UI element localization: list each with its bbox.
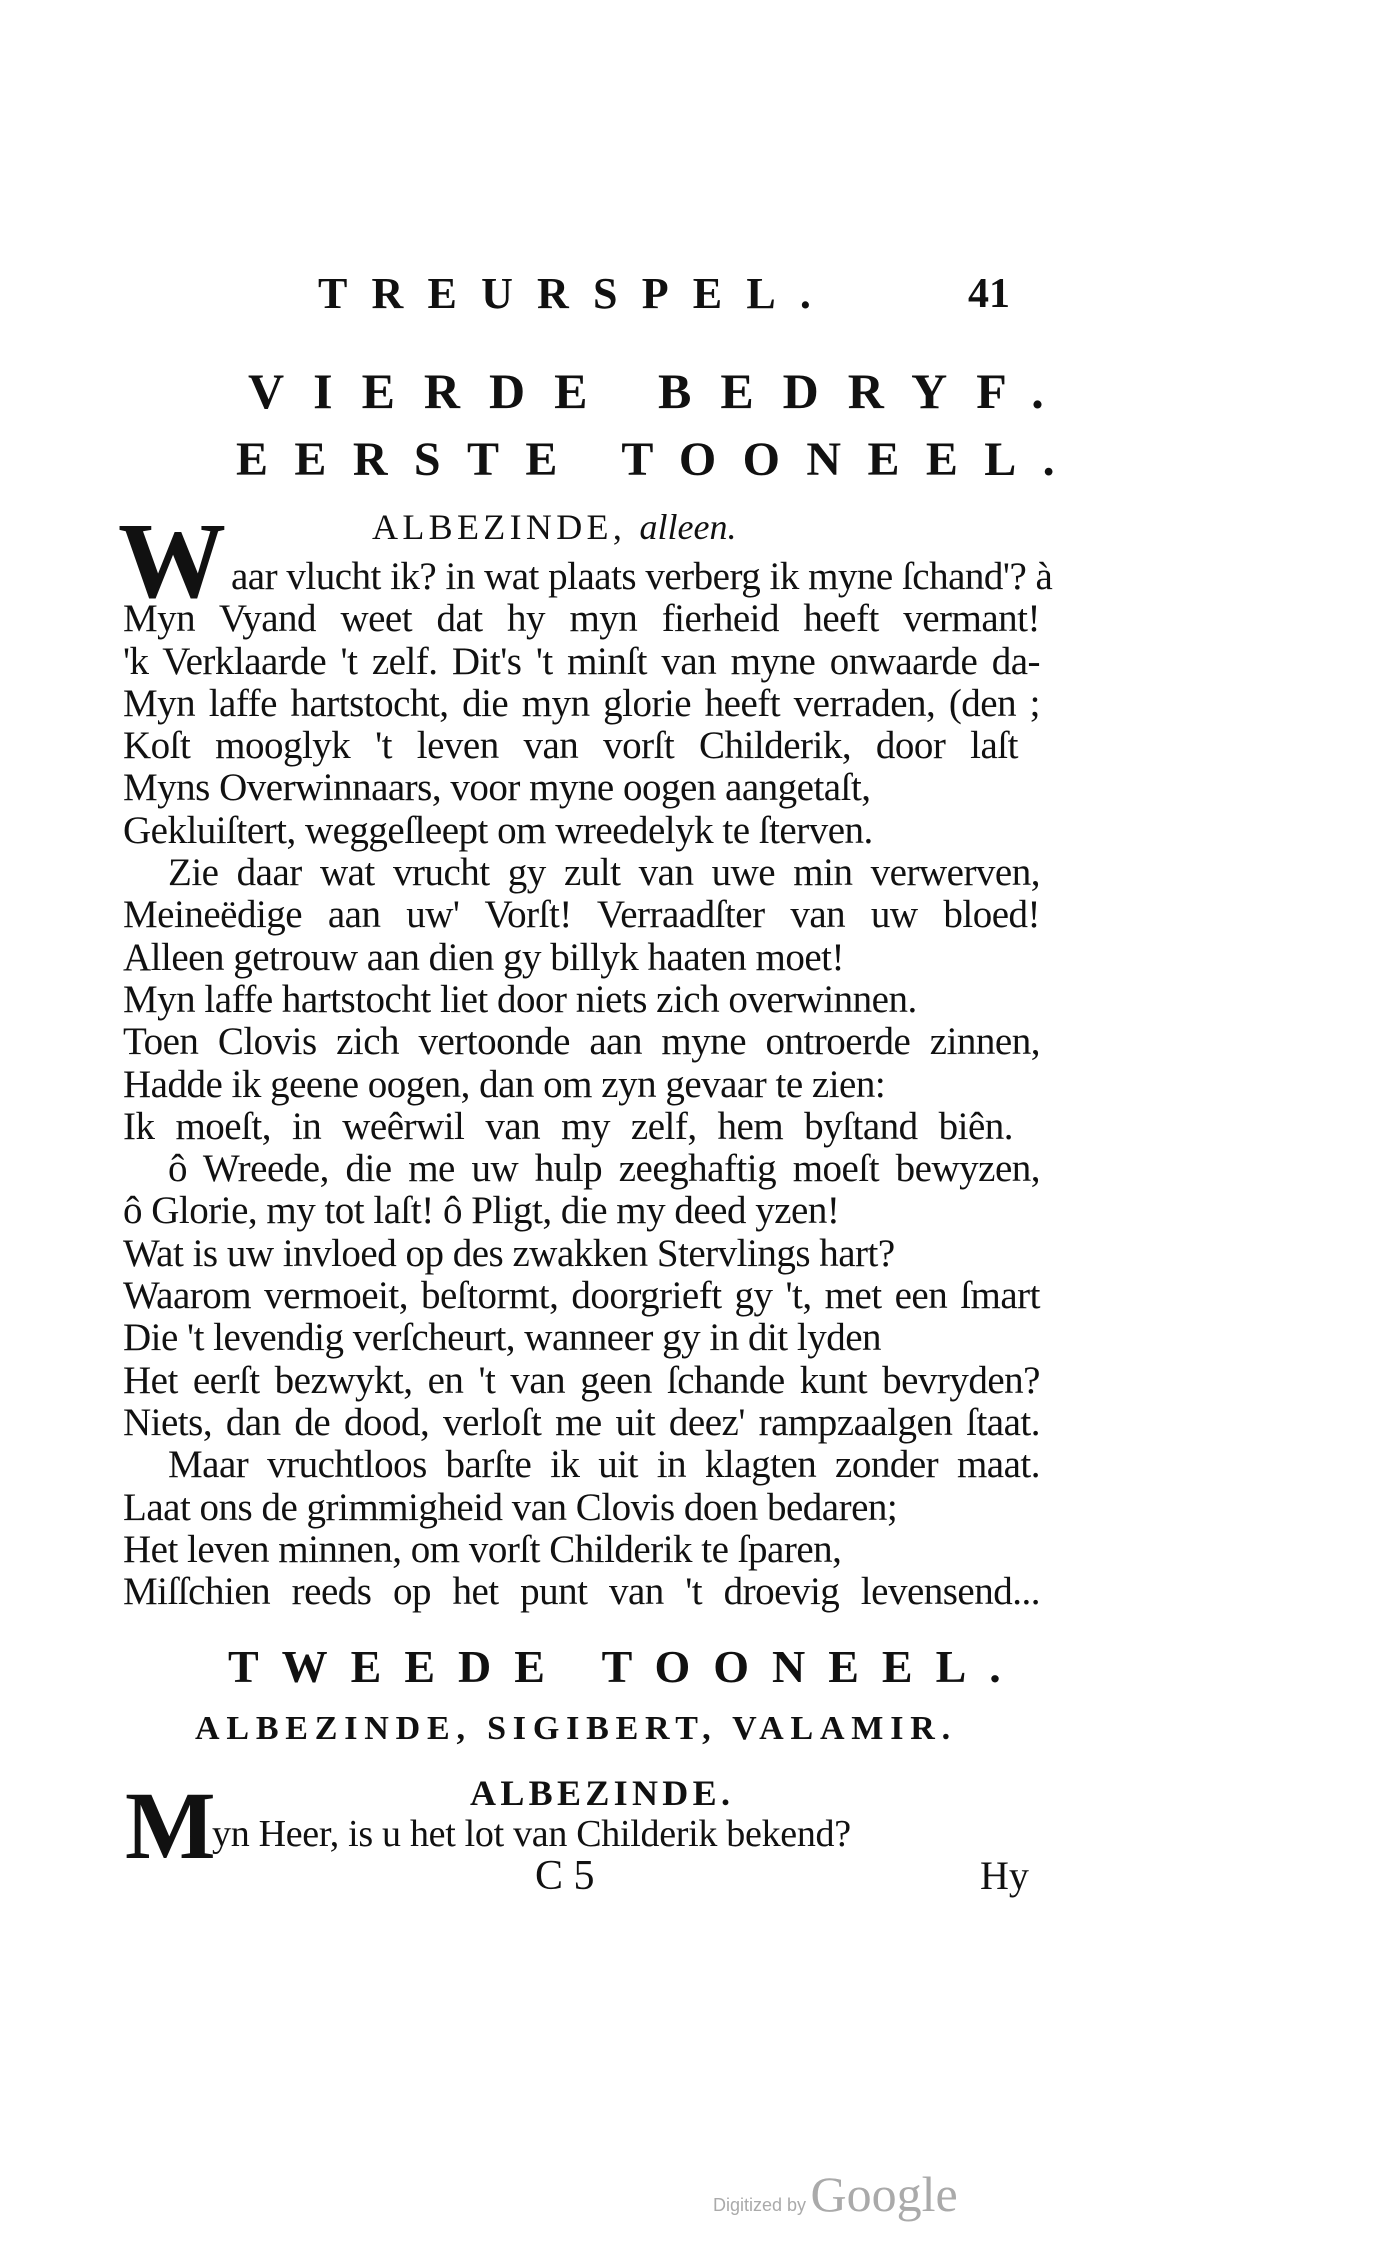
verse-line: Het eerſt bezwykt, en 't van geen ſchande kunt bevryden?: [123, 1358, 1040, 1402]
dramatis-personae: ALBEZINDE, SIGIBERT, VALAMIR.: [195, 1710, 957, 1747]
drop-cap: M: [125, 1772, 216, 1879]
verse-line: Hadde ik geene oogen, dan om zyn gevaar te zien:: [123, 1062, 886, 1106]
verse-line: Miſſchien reeds op het punt van 't droevig levensend...: [123, 1570, 1040, 1614]
verse-line: Alleen getrouw aan dien gy billyk haaten moet!: [123, 935, 845, 979]
signature-mark: C 5: [535, 1853, 595, 1899]
verse-line: 'k Verklaarde 't zelf. Dit's 't minſt van myne onwaarde da-: [123, 639, 1040, 683]
verse-line: Myn laffe hartstocht, die myn glorie heeft verraden, (den ;: [123, 681, 1040, 725]
verse-line: aar vlucht ik? in wat plaats verberg ik myne ſchand'? à: [231, 555, 1053, 598]
scene-title: EERSTE TOONEEL.: [236, 433, 1082, 486]
page-number: 41: [968, 271, 1010, 317]
speaker-heading: [372, 506, 736, 548]
act-title: VIERDE BEDRYF.: [248, 363, 1073, 419]
google-logo: Google: [810, 2166, 958, 2222]
verse-line: Ik moeſt, in weêrwil van my zelf, hem byſtand biên.: [123, 1104, 1013, 1148]
google-watermark: [713, 2165, 958, 2223]
stage-direction: alleen.: [639, 507, 737, 547]
verse-line: Myns Overwinnaars, voor myne oogen aangetaſt,: [123, 766, 871, 810]
verse-line: Niets, dan de dood, verloſt me uit deez' rampzaalgen ſtaat.: [123, 1400, 1040, 1444]
verse-line: Die 't levendig verſcheurt, wanneer gy in dit lyden: [123, 1316, 882, 1360]
speaker-name: ALBEZINDE.: [470, 1773, 735, 1813]
verse-line: Koſt mooglyk 't leven van vorſt Childerik, door laſt: [123, 724, 1018, 768]
running-title: TREURSPEL.: [318, 269, 836, 318]
scene-title: TWEEDE TOONEEL.: [228, 1641, 1024, 1692]
verse-line: Laat ons de grimmigheid van Clovis doen bedaren;: [123, 1485, 898, 1529]
verse-line: yn Heer, is u het lot van Childerik bekend?: [212, 1813, 851, 1855]
verse-line: ô Glorie, my tot laſt! ô Pligt, die my deed yzen!: [123, 1189, 840, 1233]
verse-line: Toen Clovis zich vertoonde aan myne ontroerde zinnen,: [123, 1020, 1040, 1064]
verse-line: Myn Vyand weet dat hy myn fierheid heeft vermant!: [123, 597, 1040, 641]
catchword: Hy: [980, 1853, 1029, 1898]
watermark-prefix: Digitized by: [713, 2195, 807, 2215]
verse-line: Zie daar wat vrucht gy zult van uwe min verwerven,: [168, 851, 1040, 895]
verse-line: Meineëdige aan uw' Vorſt! Verraadſter van uw bloed!: [123, 893, 1040, 937]
verse-line: Waarom vermoeit, beſtormt, doorgrieft gy 't, met een ſmart: [123, 1274, 1040, 1318]
verse-line: Myn laffe hartstocht liet door niets zich overwinnen.: [123, 977, 917, 1021]
verse-line: Wat is uw invloed op des zwakken Stervlings hart?: [123, 1231, 895, 1275]
verse-line: Het leven minnen, om vorſt Childerik te ſparen,: [123, 1527, 842, 1571]
verse-text: [123, 555, 1053, 1614]
verse-line: Maar vruchtloos barſte ik uit in klagten zonder maat.: [168, 1443, 1040, 1487]
verse-line: ô Wreede, die me uw hulp zeeghaftig moeſt bewyzen,: [168, 1147, 1040, 1191]
verse-line: Gekluiſtert, weggeſleept om wreedelyk te ſterven.: [123, 808, 873, 852]
speaker-name: ALBEZINDE,: [372, 507, 627, 547]
drop-cap: W: [118, 502, 226, 621]
